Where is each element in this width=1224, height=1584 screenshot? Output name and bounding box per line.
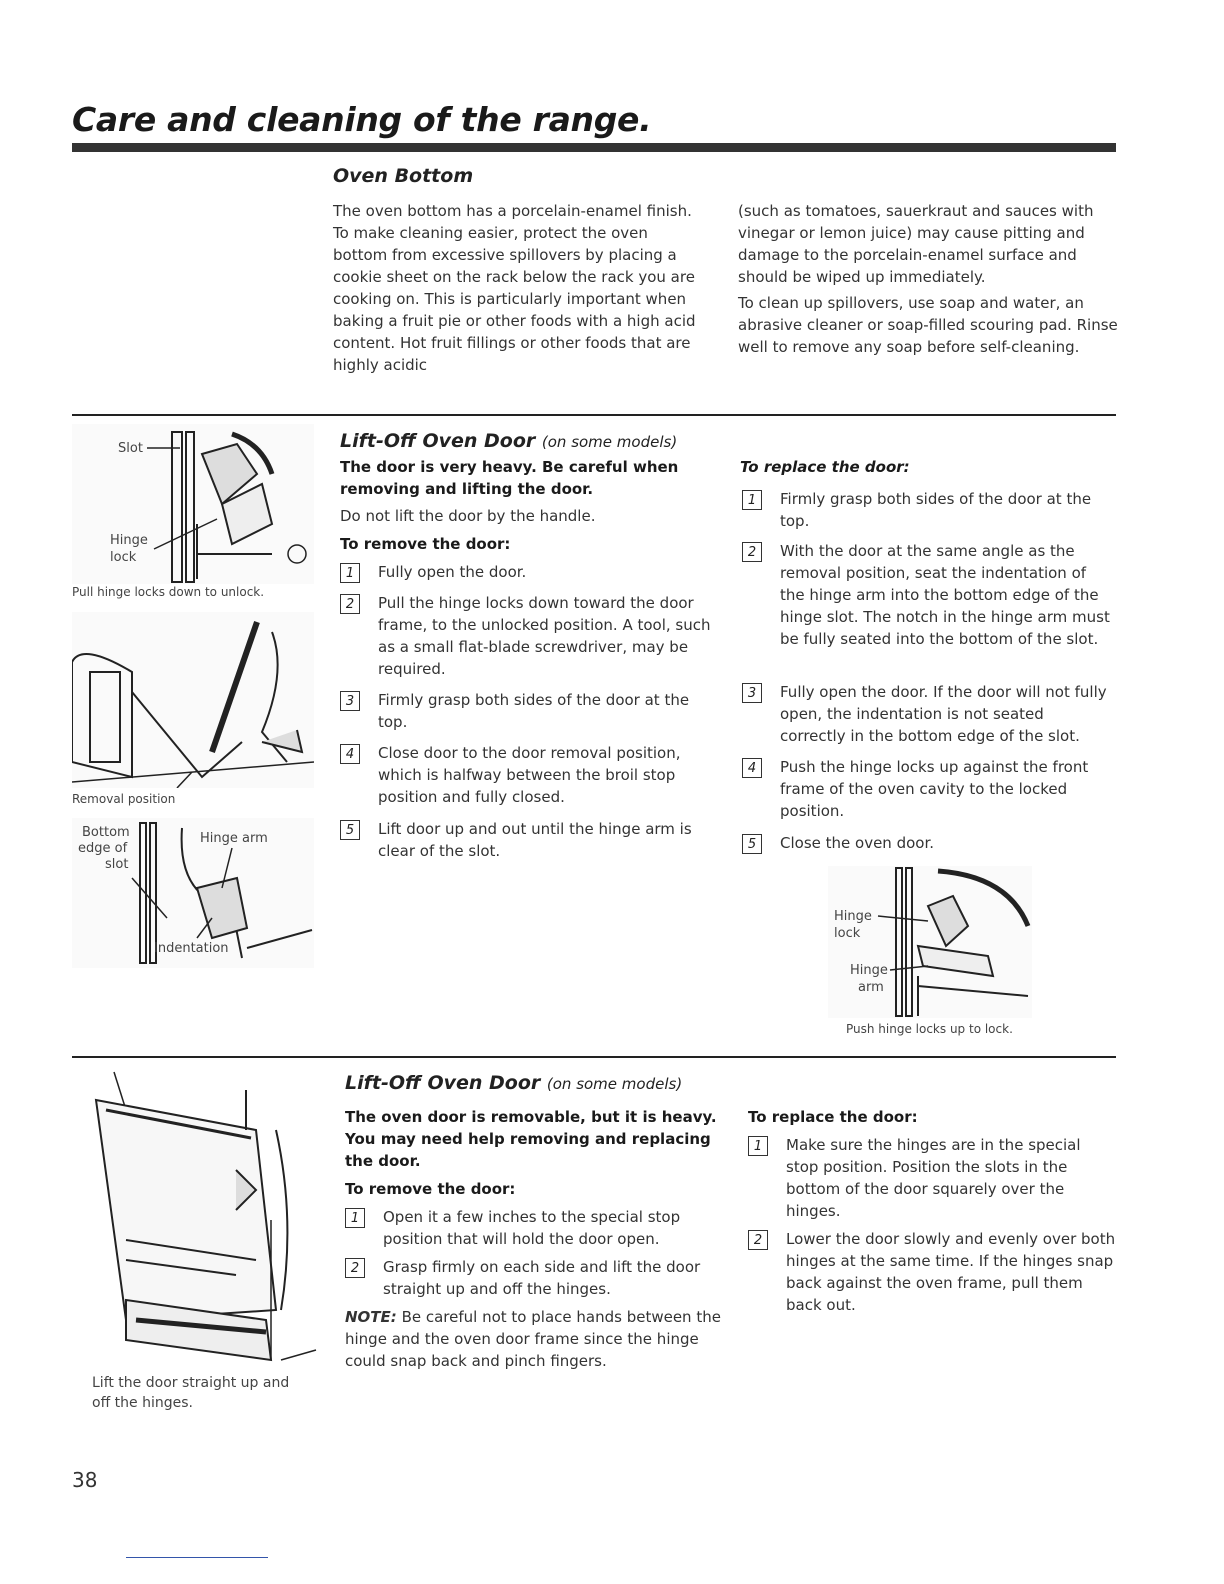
section1-replace-step-4 (742, 756, 1112, 822)
fig4-lock-label: lock (834, 926, 861, 941)
section1-replace-step-5 (742, 832, 1112, 856)
section2-replace-heading: To replace the door: (748, 1108, 918, 1126)
footer-link-line (126, 1557, 268, 1558)
section2-heading-sub: (on some models) (546, 1075, 683, 1093)
step-text: Close door to the door removal position, which is halfway between the broil stop position and fully closed. (378, 744, 681, 806)
step-number: 5 (340, 820, 360, 840)
fig3-bottom-label: Bottom (82, 825, 130, 840)
section1-heading-text: Lift-Off Oven Door (340, 430, 536, 452)
page-title: Care and cleaning of the range. (72, 100, 652, 139)
section1-remove-step-3 (340, 689, 715, 733)
step-text: Lift door up and out until the hinge arm is clear of the slot. (378, 820, 692, 860)
section2-replace-step-2 (748, 1228, 1116, 1316)
step-number: 1 (748, 1136, 768, 1156)
step-text: Firmly grasp both sides of the door at the top. (780, 490, 1092, 530)
section1-replace-step-1 (742, 488, 1112, 532)
step-number: 1 (345, 1208, 365, 1228)
step-number: 1 (340, 563, 360, 583)
hinge-lock-replace-figure (828, 866, 1032, 1018)
section1-replace-heading: To replace the door: (740, 458, 910, 476)
hinge-lock-figure (72, 424, 314, 584)
step-text: Pull the hinge locks down toward the door frame, to the unlocked position. A tool, such as a small flat-blade screwdriver, may be required. (378, 594, 711, 678)
lift-door-figure (86, 1070, 318, 1370)
section2-remove-heading: To remove the door: (345, 1180, 516, 1198)
step-number: 1 (742, 490, 762, 510)
oven-bottom-col2a: (such as tomatoes, sauerkraut and sauces with vinegar or lemon juice) may cause pitting and damage to the porcelain-enamel surface and should be wiped up immediately. (738, 202, 1094, 286)
section1-replace-step-3 (742, 681, 1112, 747)
section2-remove-step-2 (345, 1256, 725, 1300)
step-number: 4 (340, 744, 360, 764)
step-number: 5 (742, 834, 762, 854)
fig5-caption-line2: off the hinges. (92, 1395, 193, 1411)
section1-heading-sub: (on some models) (541, 433, 678, 451)
step-text: Push the hinge locks up against the front frame of the oven cavity to the locked position. (780, 758, 1089, 820)
fig5-caption-line1: Lift the door straight up and (92, 1375, 290, 1391)
fig3-hinge-arm-label: Hinge arm (200, 831, 268, 846)
step-number: 4 (742, 758, 762, 778)
step-number: 2 (748, 1230, 768, 1250)
step-text: Fully open the door. (378, 563, 527, 581)
fig3-slot-label: slot (105, 857, 129, 872)
fig4-hinge2-label: Hinge (850, 963, 888, 978)
section2-note (345, 1306, 730, 1372)
step-text: Lower the door slowly and evenly over both hinges at the same time. If the hinges snap back against the oven frame, pull them back out. (786, 1230, 1116, 1314)
section-rule-1 (72, 414, 1116, 416)
fig1-caption: Pull hinge locks down to unlock. (72, 585, 265, 599)
section2-heading (345, 1072, 682, 1094)
section1-remove-step-5 (340, 818, 715, 862)
step-number: 3 (340, 691, 360, 711)
oven-bottom-col1: The oven bottom has a porcelain-enamel finish. To make cleaning easier, protect the oven bottom from excessive spillovers by placing a cookie sheet on the rack below the rack you are cooking on. This is particularly important when baking a fruit pie or other foods with a high acid content. Hot fruit fillings or other foods that are highly acidic (333, 202, 696, 374)
hinge-arm-figure (72, 818, 314, 968)
note-text: Be careful not to place hands between the hinge and the oven door frame since the hinge could snap back and pinch fingers. (345, 1308, 721, 1370)
fig4-hinge-label: Hinge (834, 909, 872, 924)
section2-warning: The oven door is removable, but it is heavy. You may need help removing and replacing the door. (345, 1108, 717, 1170)
oven-bottom-heading: Oven Bottom (333, 165, 474, 187)
section1-warning: The door is very heavy. Be careful when removing and lifting the door. (340, 458, 679, 498)
step-text: Fully open the door. If the door will not fully open, the indentation is not seated correctly in the bottom edge of the slot. (780, 683, 1107, 745)
step-number: 3 (742, 683, 762, 703)
step-text: Grasp firmly on each side and lift the door straight up and off the hinges. (383, 1258, 701, 1298)
fig3-edge-label: edge of (78, 841, 128, 856)
fig1-hinge-label: Hinge (110, 533, 148, 548)
step-number: 2 (340, 594, 360, 614)
section2-remove-step-1 (345, 1206, 725, 1250)
removal-position-figure (72, 612, 314, 788)
page-number: 38 (72, 1468, 98, 1492)
section1-heading (340, 430, 677, 452)
step-text: Close the oven door. (780, 834, 935, 852)
step-number: 2 (345, 1258, 365, 1278)
step-text: Make sure the hinges are in the special stop position. Position the slots in the bottom of the door squarely over the hinges. (786, 1136, 1081, 1220)
fig1-lock-label: lock (110, 550, 137, 565)
section2-heading-text: Lift-Off Oven Door (345, 1072, 541, 1094)
step-text: With the door at the same angle as the removal position, seat the indentation of the hinge arm into the bottom edge of the hinge slot. The notch in the hinge arm must be fully seated into the bottom of the slot. (780, 542, 1110, 648)
oven-bottom-col2b: To clean up spillovers, use soap and water, an abrasive cleaner or soap-filled scouring pad. Rinse well to remove any soap before self-cleaning. (738, 294, 1118, 356)
section1-remove-step-2 (340, 592, 715, 680)
title-rule (72, 143, 1116, 152)
step-text: Firmly grasp both sides of the door at the top. (378, 691, 690, 731)
section1-remove-step-4 (340, 742, 715, 808)
step-number: 2 (742, 542, 762, 562)
section2-replace-step-1 (748, 1134, 1116, 1222)
section1-note: Do not lift the door by the handle. (340, 507, 596, 525)
note-label: NOTE: (345, 1308, 397, 1326)
step-text: Open it a few inches to the special stop position that will hold the door open. (383, 1208, 681, 1248)
section1-remove-step-1 (340, 561, 715, 585)
fig4-arm-label: arm (858, 980, 884, 995)
fig2-caption: Removal position (72, 792, 176, 806)
section1-replace-step-2 (742, 540, 1112, 672)
fig1-slot-label: Slot (118, 441, 143, 456)
section-rule-2 (72, 1056, 1116, 1058)
fig3-indentation-label: Indentation (154, 941, 229, 956)
section1-remove-heading: To remove the door: (340, 535, 511, 553)
fig4-caption: Push hinge locks up to lock. (846, 1022, 1013, 1036)
